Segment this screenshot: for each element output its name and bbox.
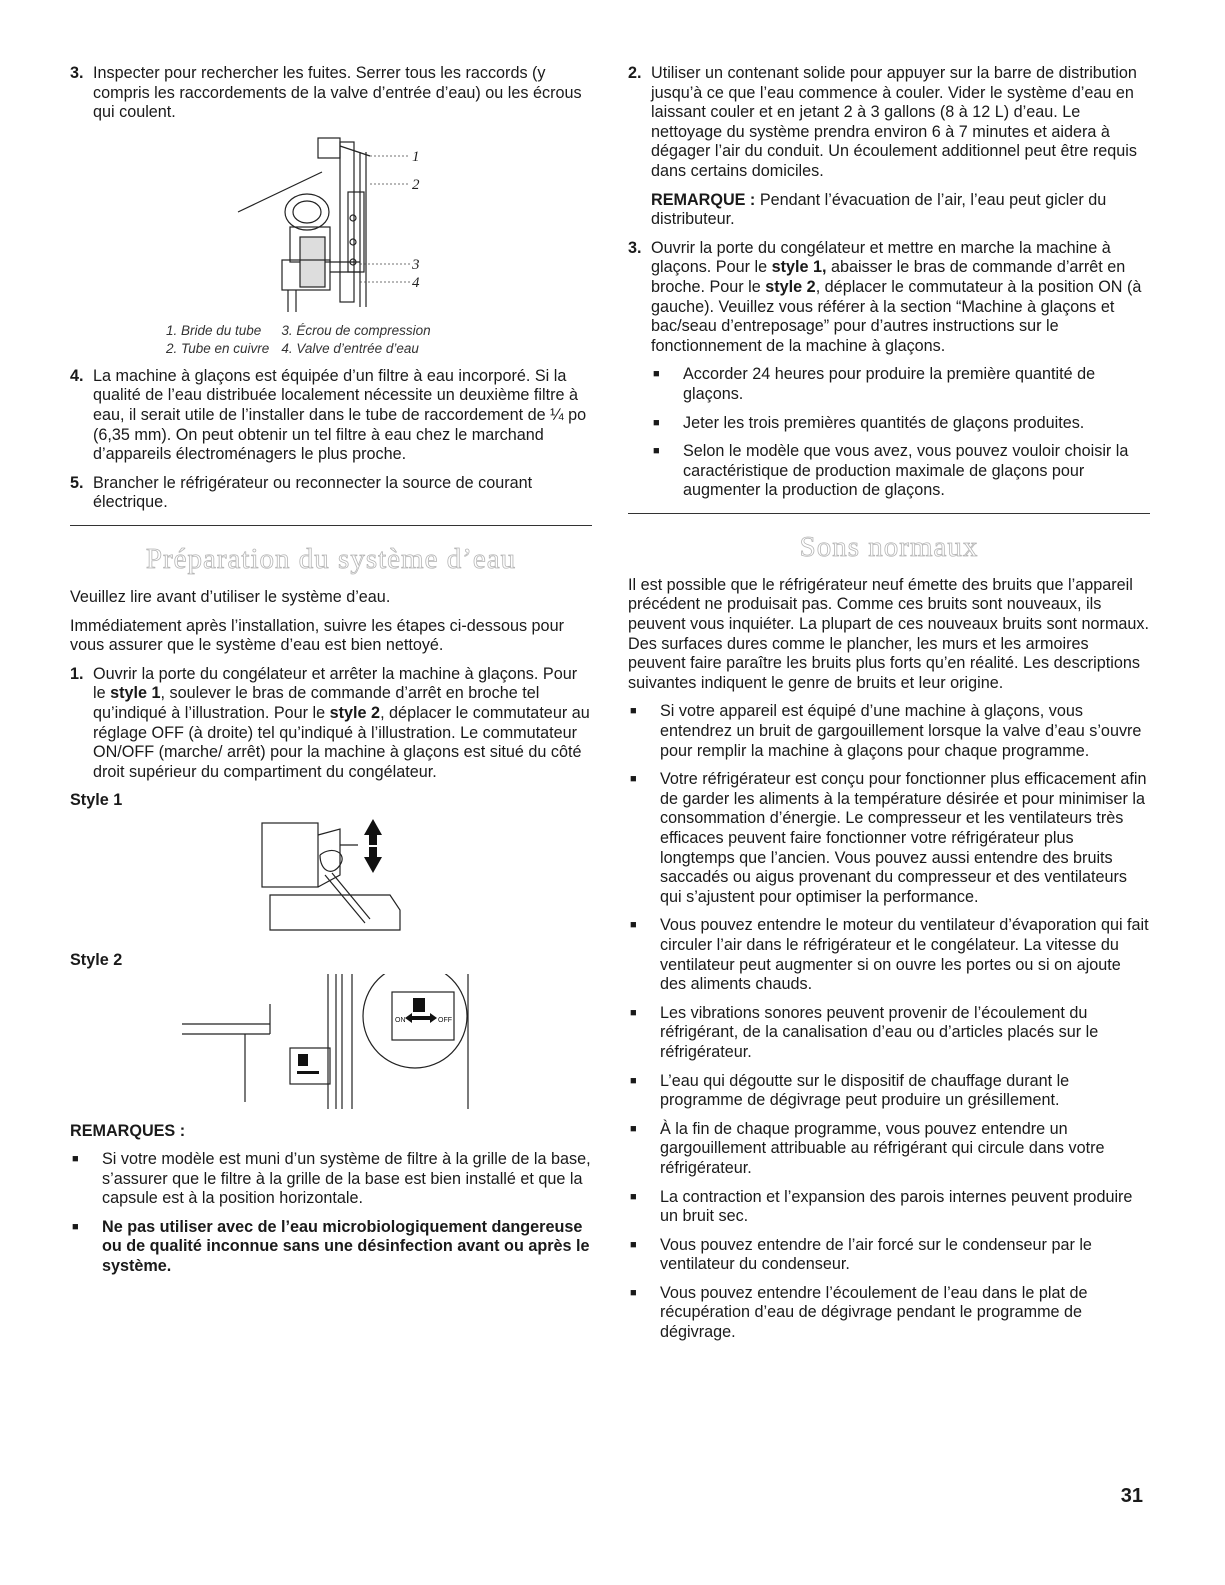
remark-text: Ne pas utiliser avec de l’eau microbiologiquement dangereuse ou de qualité inconnue sans une désinfection avant ou après le système. [102, 1217, 590, 1276]
step-number: 2. [628, 64, 642, 82]
bullet-square-icon: ■ [72, 1220, 79, 1233]
remark-item [70, 1150, 592, 1209]
step-text: La machine à glaçons est équipée d’un filtre à eau incorporé. Si la qualité de l’eau distribuée localement nécessite un deuxième filtre à eau, il serait utile de l’installer dans le tube de raccordement de ¼ po (6,35 mm). On peut obtenir un tel filtre à eau chez le marchand d’appareils électroménagers le plus proche. [93, 366, 587, 464]
bullet-square-icon: ■ [630, 1286, 637, 1299]
step-3-install [70, 64, 592, 123]
bullet-square-icon: ■ [653, 368, 660, 381]
list-item: ■ Votre réfrigérateur est conçu pour fonctionner plus efficacement afin de garder les aliments à la température désirée et pour minimiser la consommation d’énergie. Le compresseur et les ventilateurs très efficaces peuvent faire fonctionner votre réfrigérateur plus longtemps que l’ancien. Vous pouvez aussi entendre des bruits saccadés ou aigus provenant du compresseur et des ventilateurs qui s’ajustent pour optimiser la performance. [630, 770, 1147, 906]
list-item: ■ Accorder 24 heures pour produire la première quantité de glaçons. [653, 365, 1096, 403]
step-text: Utiliser un contenant solide pour appuyer sur la barre de distribution jusqu’à ce que l’eau commence à couler. Vider le système d’eau en laissant couler et en jetant 2 à 3 gallons (8 à 12 L) d’eau. Le nettoyage du système prendra environ 6 à 7 minutes et aidera à dégager l’air du conduit. Un écoulement additionnel peut être requis dans certains domiciles. REMARQUE : Pendant l’évacuation de l’air, l’eau peut gicler du distributeur. [651, 64, 1137, 229]
style-1-icemaker-illustration [70, 815, 592, 945]
water-valve-illustration [70, 132, 592, 322]
caption-2: 2. Tube en cuivre [166, 340, 270, 356]
step-number: 4. [70, 366, 84, 385]
remark-item-warning [70, 1218, 592, 1277]
section-divider [628, 513, 1150, 514]
caption-4: 4. Valve d’entrée d’eau [281, 340, 419, 356]
intro-paragraph: Veuillez lire avant d’utiliser le système d’eau. [70, 587, 391, 606]
step-text: Ouvrir la porte du congélateur et arrêter la machine à glaçons. Pour le style 1, soulever le bras de commande d’arrêt en broche tel qu’indiqué à l’illustration. Pour le style 2, déplacer le commutateur au réglage OFF (à droite) tel qu’indiqué à l’illustration. Le commutateur ON/OFF (marche/ arrêt) pour la machine à glaçons est situé du côté droit supérieur du compartiment du congélateur. [93, 664, 590, 781]
remark-text: Si votre modèle est muni d’un système de filtre à la grille de la base, s’assurer que le filtre à la grille de la base est bien installé et que la capsule est à la position horizontale. [102, 1150, 591, 1208]
sounds-list [628, 702, 1150, 1342]
list-item: ■ Vous pouvez entendre le moteur du ventilateur d’évaporation qui fait circuler l’air dans le réfrigérateur et le congélateur. La vitesse du ventilateur peut augmenter si on ouvre les portes ou si on ajoute des aliments chauds. [630, 916, 1149, 994]
bullet-square-icon: ■ [72, 1153, 79, 1166]
list-item: ■ À la fin de chaque programme, vous pouvez entendre un gargouillement attribuable au réfrigérant qui circule dans votre réfrigérateur. [630, 1119, 1105, 1177]
callout-2: 2 [412, 176, 420, 193]
note-text: Pendant l’évacuation de l’air, l’eau peut gicler du distributeur. [651, 190, 1107, 229]
step-5-install [70, 474, 592, 513]
intro-paragraph: Il est possible que le réfrigérateur neuf émette des bruits que l’appareil précédent ne produisait pas. Comme ces bruits sont nouveaux, ils peuvent vous inquiéter. La plupart de ces nouveaux bruits sont normaux. Des surfaces dures comme le plancher, les murs et les armoires peuvent faire paraître les bruits plus forts qu’en réalité. Les descriptions suivantes indiquent le genre de bruits et leur origine. [628, 575, 1150, 692]
intro-paragraph: Immédiatement après l’installation, suivre les étapes ci-dessous pour vous assurer que le système d’eau est bien nettoyé. [70, 616, 564, 655]
list-item: ■ La contraction et l’expansion des parois internes peuvent produire un bruit sec. [630, 1187, 1133, 1226]
water-step-3 [628, 239, 1150, 357]
water-step-2 [628, 64, 1150, 230]
step-3-bullets [628, 365, 1150, 501]
right-column [628, 64, 1150, 1352]
remarques-heading: REMARQUES : [70, 1122, 186, 1141]
bullet-square-icon: ■ [630, 1122, 637, 1135]
note-label: REMARQUE : [651, 190, 756, 209]
figure-caption [70, 322, 592, 358]
switch-on-label: ON [395, 1017, 406, 1025]
bullet-square-icon: ■ [653, 445, 660, 458]
water-step-1 [70, 665, 592, 783]
style-2-switch-illustration [70, 974, 592, 1114]
bullet-square-icon: ■ [630, 705, 637, 718]
caption-3: 3. Écrou de compression [281, 322, 431, 338]
caption-1: 1. Bride du tube [166, 322, 262, 338]
callout-3: 3 [412, 256, 420, 273]
step-number: 3. [628, 238, 642, 257]
switch-off-label: OFF [438, 1017, 452, 1025]
section-divider [70, 525, 592, 526]
list-item: ■ Si votre appareil est équipé d’une machine à glaçons, vous entendrez un bruit de gargouillement lorsque la valve d’eau s’ouvre pour remplir la machine à glaçons pour chaque programme. [630, 702, 1142, 760]
bullet-square-icon: ■ [630, 919, 637, 932]
callout-1: 1 [412, 148, 420, 165]
bullet-square-icon: ■ [630, 773, 637, 786]
bullet-square-icon: ■ [630, 1190, 637, 1203]
bullet-square-icon: ■ [630, 1074, 637, 1087]
step-number: 5. [70, 473, 84, 492]
list-item: ■ Vous pouvez entendre de l’air forcé sur le condenseur par le ventilateur du condenseur. [630, 1235, 1092, 1274]
callout-4: 4 [412, 274, 420, 291]
list-item: ■ Vous pouvez entendre l’écoulement de l’eau dans le plat de récupération d’eau de dégivrage pendant le programme de dégivrage. [630, 1283, 1088, 1342]
list-item: ■ L’eau qui dégoutte sur le dispositif de chauffage durant le programme de dégivrage peut produire un grésillement. [630, 1071, 1070, 1110]
step-number: 1. [70, 664, 84, 683]
page-number: 31 [1120, 1485, 1143, 1507]
step-4-install [70, 367, 592, 465]
step-text: Inspecter pour rechercher les fuites. Serrer tous les raccords (y compris les raccordements de la valve d’entrée d’eau) ou les écrous qui coulent. [93, 64, 582, 122]
list-item: ■ Selon le modèle que vous avez, vous pouvez vouloir choisir la caractéristique de production maximale de glaçons pour augmenter la production de glaçons. [653, 442, 1129, 500]
bullet-square-icon: ■ [630, 1238, 637, 1251]
step-number: 3. [70, 64, 84, 82]
step-text: Ouvrir la porte du congélateur et mettre en marche la machine à glaçons. Pour le style 1, abaisser le bras de commande d’arrêt en broche. Pour le style 2, déplacer le commutateur à la position ON (à gauche). Veuillez vous référer à la section “Machine à glaçons et bac/seau d’entreposage” pour d’autres instructions sur le fonctionnement de la machine à glaçons. [651, 238, 1142, 355]
step-text: Brancher le réfrigérateur ou reconnecter la source de courant électrique. [93, 473, 533, 512]
section-title-water-system: Préparation du système d’eau [145, 542, 517, 575]
section-title-normal-sounds: Sons normaux [799, 530, 979, 563]
left-column [70, 64, 592, 1286]
style-2-label: Style 2 [70, 950, 123, 969]
style-1-label: Style 1 [70, 791, 123, 810]
list-item: ■ Les vibrations sonores peuvent provenir de l’écoulement du réfrigérant, de la canalisation d’eau ou d’articles placés sur le réfrigérateur. [630, 1003, 1099, 1061]
bullet-square-icon: ■ [630, 1006, 637, 1019]
list-item: ■ Jeter les trois premières quantités de glaçons produites. [653, 413, 1085, 432]
bullet-square-icon: ■ [653, 416, 660, 429]
